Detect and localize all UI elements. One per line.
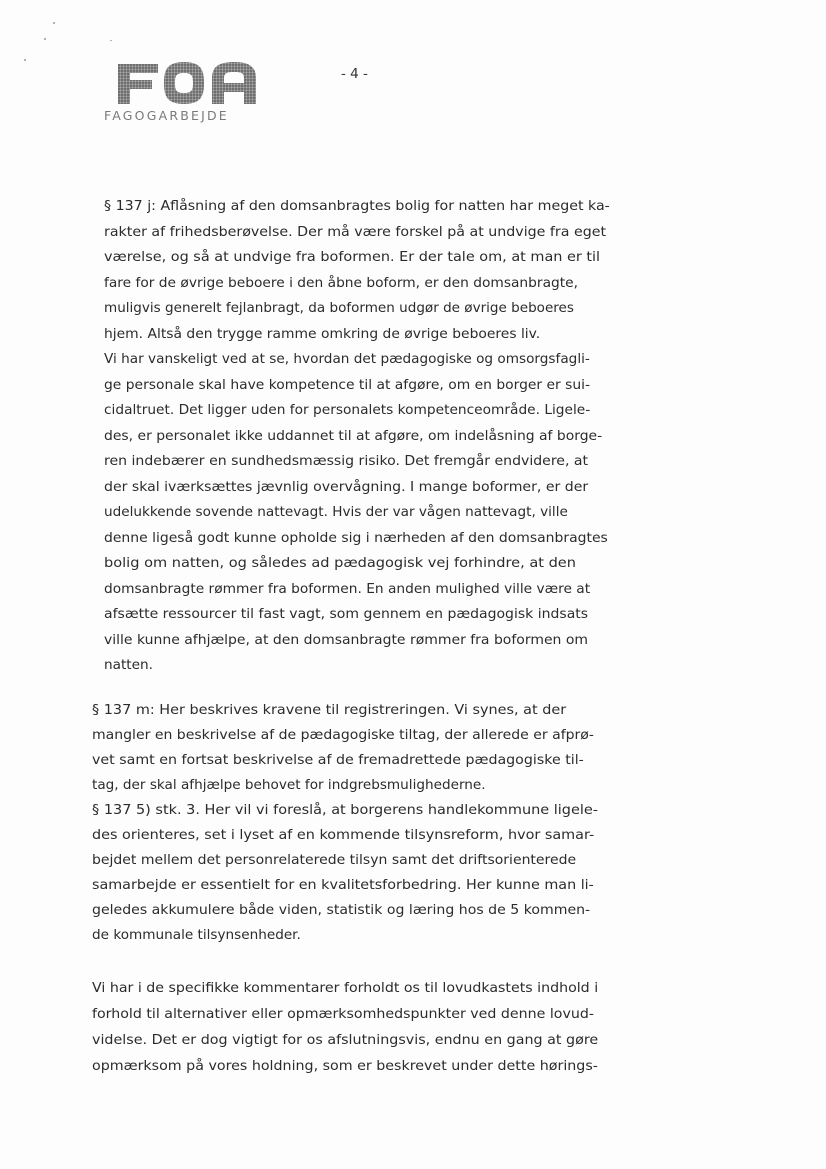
text-line: § 137 5) stk. 3. Her vil vi foreslå, at borgerens handlekommune ligele- bbox=[92, 802, 598, 818]
text-line: tag, der skal afhjælpe behovet for indgrebsmulighederne. bbox=[92, 777, 486, 793]
text-line: bolig om natten, og således ad pædagogisk vej forhindre, at den bbox=[104, 555, 576, 571]
text-line: mangler en beskrivelse af de pædagogiske tiltag, der allerede er afprø- bbox=[92, 727, 594, 743]
text-line: denne ligeså godt kunne opholde sig i nærheden af den domsanbragtes bbox=[104, 530, 608, 546]
text-line: ren indebærer en sundhedsmæssig risiko. Det fremgår endvidere, at bbox=[104, 453, 589, 469]
text-line: des, er personalet ikke uddannet til at afgøre, om indelåsning af borge- bbox=[104, 428, 603, 444]
text-line: § 137 j: Aflåsning af den domsanbragtes bolig for natten har meget ka- bbox=[104, 198, 610, 214]
text-line: opmærksom på vores holdning, som er beskrevet under dette hørings- bbox=[92, 1058, 598, 1074]
text-line: geledes akkumulere både viden, statistik og læring hos de 5 kommen- bbox=[92, 902, 591, 918]
text-line: domsanbragte rømmer fra boformen. En anden mulighed ville være at bbox=[104, 581, 591, 597]
page-number: - 4 - bbox=[341, 66, 368, 82]
text-line: bejdet mellem det personrelaterede tilsyn samt det driftsorienterede bbox=[92, 852, 577, 868]
text-line: vet samt en fortsat beskrivelse af de fremadrettede pædagogiske til- bbox=[92, 752, 584, 768]
text-line: udelukkende sovende nattevagt. Hvis der var vågen nattevagt, ville bbox=[104, 504, 568, 520]
text-line: værelse, og så at undvige fra boformen. Er der tale om, at man er til bbox=[104, 249, 601, 265]
text-line: Vi har vanskeligt ved at se, hvordan det pædagogiske og omsorgsfagli- bbox=[104, 351, 590, 367]
foa-logo-mark bbox=[112, 58, 272, 106]
logo-subtitle: FAGOGARBEJDE bbox=[104, 108, 229, 123]
text-line: afsætte ressourcer til fast vagt, som gennem en pædagogisk indsats bbox=[104, 606, 589, 622]
text-line: muligvis generelt fejlanbragt, da boformen udgør de øvrige beboeres bbox=[104, 300, 574, 316]
text-line: Vi har i de specifikke kommentarer forholdt os til lovudkastets indhold i bbox=[92, 980, 599, 996]
text-line: ville kunne afhjælpe, at den domsanbragte rømmer fra boformen om bbox=[104, 632, 589, 648]
text-line: des orienteres, set i lyset af en kommende tilsynsreform, hvor samar- bbox=[92, 827, 595, 843]
text-line: hjem. Altså den trygge ramme omkring de øvrige beboeres liv. bbox=[104, 326, 541, 342]
text-line: der skal iværksættes jævnlig overvågning. I mange boformer, er der bbox=[104, 479, 589, 495]
text-line: natten. bbox=[104, 657, 153, 673]
scan-speck bbox=[110, 40, 112, 41]
text-line: cidaltruet. Det ligger uden for personalets kompetenceområde. Ligele- bbox=[104, 402, 591, 418]
text-line: § 137 m: Her beskrives kravene til registreringen. Vi synes, at der bbox=[92, 702, 567, 718]
text-line: forhold til alternativer eller opmærksomhedspunkter ved denne lovud- bbox=[92, 1006, 594, 1022]
scan-speck bbox=[24, 59, 26, 61]
text-line: rakter af frihedsberøvelse. Der må være forskel på at undvige fra eget bbox=[104, 224, 607, 240]
text-line: fare for de øvrige beboere i den åbne boform, er den domsanbragte, bbox=[104, 275, 579, 291]
foa-logo bbox=[104, 58, 274, 126]
scan-speck bbox=[53, 22, 55, 24]
text-line: samarbejde er essentielt for en kvalitetsforbedring. Her kunne man li- bbox=[92, 877, 594, 893]
text-line: de kommunale tilsynsenheder. bbox=[92, 927, 301, 943]
text-line: videlse. Det er dog vigtigt for os afslutningsvis, endnu en gang at gøre bbox=[92, 1032, 599, 1048]
text-line: ge personale skal have kompetence til at afgøre, om en borger er sui- bbox=[104, 377, 591, 393]
scan-speck bbox=[44, 38, 46, 40]
